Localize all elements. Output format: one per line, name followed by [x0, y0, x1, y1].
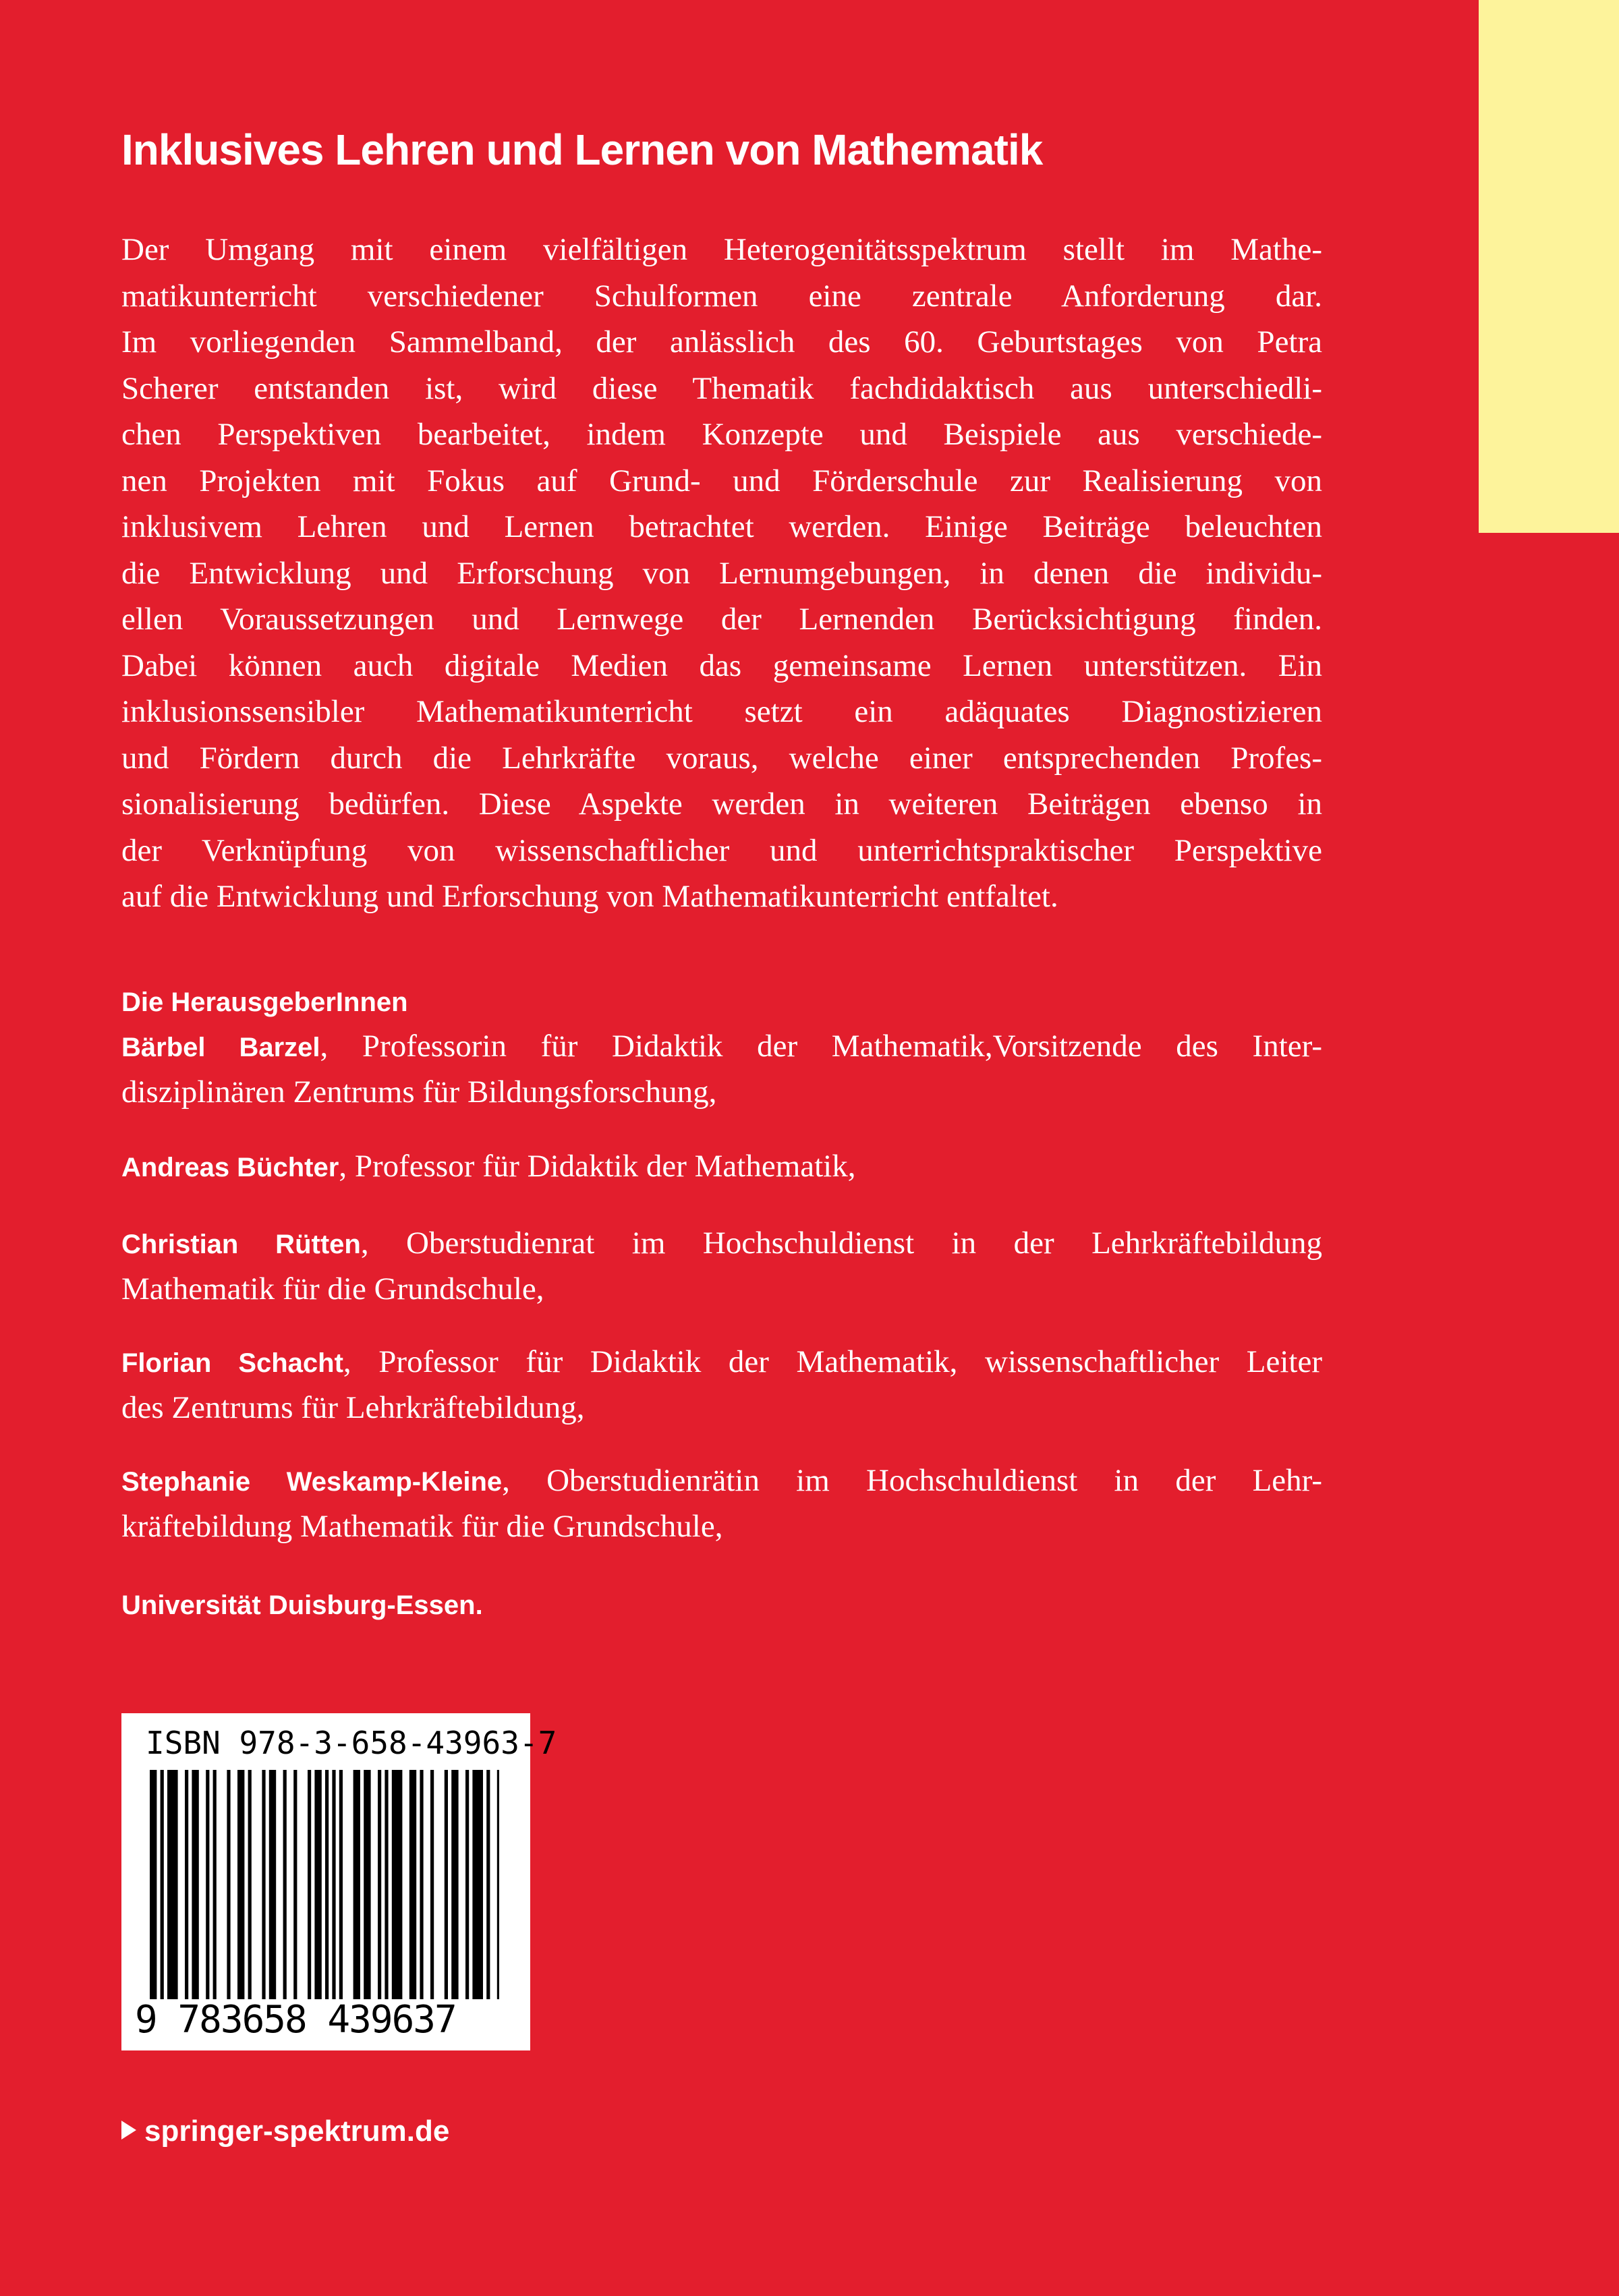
abstract-line: chen Perspektiven bearbeitet, indem Konzepte und Beispiele aus verschiede-: [121, 417, 1322, 452]
editor-line: disziplinären Zentrums für Bildungsforschung,: [121, 1074, 717, 1110]
university-name: Universität Duisburg-Essen.: [121, 1590, 483, 1620]
abstract-line: und Fördern durch die Lehrkräfte voraus, welche einer entsprechenden Profes-: [121, 740, 1322, 776]
editor-description: , Professor für Didaktik der Mathematik,: [339, 1149, 856, 1184]
editor-line: [121, 1458, 1322, 1504]
editor-description: , Oberstudienrätin im Hochschuldienst in der Lehr-: [502, 1463, 1323, 1498]
editor-name: Andreas Büchter: [121, 1153, 339, 1182]
editor-entry: [121, 1458, 1322, 1549]
isbn-number: ISBN 978-3-658-43963-7: [146, 1725, 557, 1761]
abstract-line: Der Umgang mit einem vielfältigen Heterogenitätsspektrum stellt im Mathe-: [121, 232, 1322, 267]
editor-entry: [121, 1221, 1322, 1311]
editor-description: , Professorin für Didaktik der Mathematik,Vorsitzende des Inter-: [320, 1029, 1322, 1064]
abstract-line: der Verknüpfung von wissenschaftlicher und unterrichtspraktischer Perspektive: [121, 832, 1322, 868]
editor-name: Bärbel Barzel: [121, 1033, 320, 1062]
abstract-line: auf die Entwicklung und Erforschung von Mathematikunterricht entfaltet.: [121, 879, 1058, 914]
editors-heading: Die HerausgeberInnen: [121, 987, 408, 1017]
barcode-digits: 9 783658 439637: [135, 1998, 456, 2042]
editor-name: Stephanie Weskamp-Kleine: [121, 1467, 503, 1497]
abstract-line: inklusionssensibler Mathematikunterricht setzt ein adäquates Diagnostizieren: [121, 694, 1322, 729]
editor-entry: [121, 1024, 1322, 1114]
abstract-line: matikunterricht verschiedener Schulformen eine zentrale Anforderung dar.: [121, 278, 1322, 314]
editor-entry: [121, 1340, 1322, 1430]
editor-line: Mathematik für die Grundschule,: [121, 1271, 544, 1307]
editor-description: , Oberstudienrat im Hochschuldienst in der Lehrkräftebildung: [360, 1226, 1322, 1261]
isbn-barcode-box: [121, 1713, 557, 2050]
editor-description: , Professor für Didaktik der Mathematik, wissenschaftlicher Leiter: [343, 1344, 1322, 1379]
abstract-line: die Entwicklung und Erforschung von Lernumgebungen, in denen die individu-: [121, 555, 1322, 591]
yellow-accent-tab: [1479, 0, 1619, 533]
abstract-text: [121, 227, 1322, 920]
abstract-line: Im vorliegenden Sammelband, der anlässlich des 60. Geburtstages von Petra: [121, 324, 1322, 360]
abstract-line: sionalisierung bedürfen. Diese Aspekte werden in weiteren Beiträgen ebenso in: [121, 786, 1322, 822]
play-triangle-icon: [121, 2121, 136, 2140]
abstract-line: Scherer entstanden ist, wird diese Thematik fachdidaktisch aus unterschiedli-: [121, 370, 1322, 406]
editor-name: Florian Schacht: [121, 1348, 343, 1378]
abstract-line: Dabei können auch digitale Medien das gemeinsame Lernen unterstützen. Ein: [121, 648, 1322, 683]
barcode: [146, 1770, 503, 1999]
editor-line: [121, 1340, 1322, 1385]
abstract-line: nen Projekten mit Fokus auf Grund- und Förderschule zur Realisierung von: [121, 463, 1322, 498]
editor-line: kräftebildung Mathematik für die Grundschule,: [121, 1509, 723, 1544]
website-url[interactable]: springer-spektrum.de: [144, 2115, 450, 2148]
abstract-line: ellen Voraussetzungen und Lernwege der Lernenden Berücksichtigung finden.: [121, 602, 1322, 637]
editor-line: [121, 1144, 1322, 1190]
editor-name: Christian Rütten: [121, 1230, 361, 1259]
website-link[interactable]: [121, 2111, 449, 2152]
editor-line: [121, 1221, 1322, 1267]
editor-line: [121, 1024, 1322, 1070]
editor-entry: [121, 1144, 1322, 1190]
abstract-line: inklusivem Lehren und Lernen betrachtet werden. Einige Beiträge beleuchten: [121, 509, 1322, 544]
editor-line: des Zentrums für Lehrkräftebildung,: [121, 1390, 585, 1425]
book-title: Inklusives Lehren und Lernen von Mathematik: [121, 125, 1043, 174]
